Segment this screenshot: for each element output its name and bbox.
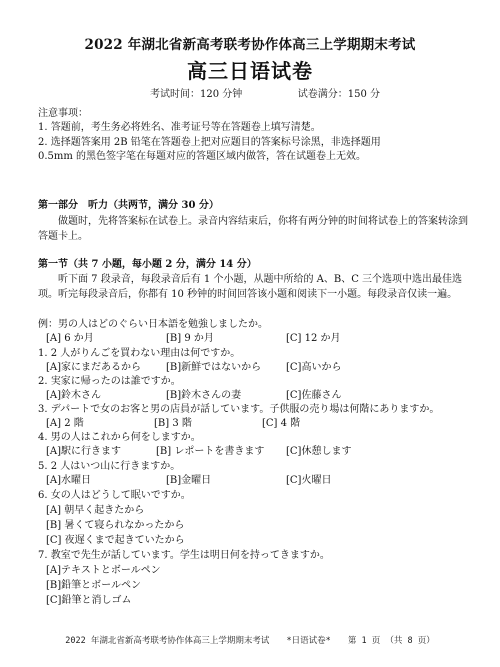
q3-option-c: [C] 4 階 — [262, 418, 301, 429]
question-5: 5. 2 人はいつ山に行きますか。 — [38, 461, 181, 472]
question-2: 2. 実家に帰ったのは誰ですか。 — [38, 376, 181, 387]
notice-item-2: 2. 选择题答案用 2B 铅笔在答题卷上把对应题目的答案标号涂黑，非选择题用 — [38, 137, 381, 148]
notice-item-1: 1. 答题前，考生务必将姓名、准考证号等在答题卷上填写清楚。 — [38, 122, 321, 133]
q3-option-a: [A] 2 階 — [46, 418, 84, 429]
question-4-options — [46, 445, 466, 459]
footer-exam: 2022 年湖北省新高考联考协作体高三上学期期末考试 — [65, 636, 270, 646]
q6-option-b: [B] 暑くて寝られなかったから — [46, 520, 185, 531]
q4-option-c: [C]休憩します — [286, 446, 352, 457]
example-option-b: [B] 9 か月 — [166, 333, 214, 344]
section1-instructions: 听下面 7 段录音，每段录音后有 1 个小题，从题中所给的 A、B、C 三个选项中选出最佳选项。听完每段录音后，你都有 10 秒钟的时间回答该小题和阅读下一小题。每段录音仅读一遍。 — [38, 274, 463, 300]
q1-option-b: [B]新鮮ではないから — [166, 362, 262, 373]
question-6: 6. 女の人はどうして眠いですか。 — [38, 490, 191, 501]
q7-option-b: [B]鉛筆とボールペン — [46, 580, 141, 591]
question-5-options — [46, 474, 466, 488]
question-3: 3. デパートで女のお客と男の店員が話しています。子供服の売り場は何階にありますか。 — [38, 404, 440, 415]
example-option-c: [C] 12 か月 — [286, 333, 341, 344]
question-3-options — [46, 417, 466, 431]
exam-title: 高三日语试卷 — [187, 59, 313, 83]
part1-title: 第一部分 听力（共两节，满分 30 分） — [38, 200, 219, 211]
question-7: 7. 教室で先生が話しています。学生は明日何を持ってきますか。 — [38, 550, 330, 561]
part1-instructions: 做题时，先将答案标在试卷上。录音内容结束后，你将有两分钟的时间将试卷上的答案转涂到答题卡上。 — [38, 216, 468, 242]
section1-title: 第一节（共 7 小题，每小题 2 分，满分 14 分） — [38, 259, 257, 270]
q5-option-a: [A]水曜日 — [46, 475, 92, 486]
q5-option-b: [B]金曜日 — [166, 475, 212, 486]
footer-page-number: 第 1 页 （共 8 页） — [347, 636, 435, 646]
notice-item-2-cont: 0.5mm 的黑色签字笔在每题对应的答题区域内做答，答在试题卷上无效。 — [38, 151, 367, 162]
footer-subject: *日语试卷* — [286, 636, 331, 646]
exam-time: 考试时间：120 分钟 — [150, 89, 243, 100]
q2-option-b: [B]鈴木さんの妻 — [166, 390, 242, 401]
q5-option-c: [C]火曜日 — [286, 475, 332, 486]
exam-header: 2022 年湖北省新高考联考协作体高三上学期期末考试 — [84, 37, 416, 53]
question-4: 4. 男の人はこれから何をしますか。 — [38, 432, 201, 443]
q7-option-a: [A]テキストとボールペン — [46, 565, 161, 576]
q1-option-a: [A]家にまだあるから — [46, 362, 142, 373]
q1-option-c: [C]高いから — [286, 362, 342, 373]
q6-option-c: [C] 夜遅くまで起きていたから — [46, 535, 185, 546]
q4-option-b: [B] レポートを書きます — [156, 446, 265, 457]
q4-option-a: [A]駅に行きます — [46, 446, 122, 457]
page-footer — [0, 634, 500, 646]
example-options — [46, 332, 466, 346]
q6-option-a: [A] 朝早く起きたから — [46, 505, 145, 516]
question-1: 1. 2 人がりんごを買わない理由は何ですか。 — [38, 348, 241, 359]
q2-option-a: [A]鈴木さん — [46, 390, 102, 401]
question-2-options — [46, 389, 466, 403]
q7-option-c: [C]鉛筆と消しゴム — [46, 595, 132, 606]
q2-option-c: [C]佐藤さん — [286, 390, 342, 401]
example-question: 例：男の人はどのぐらい日本語を勉強しましたか。 — [38, 319, 268, 330]
example-option-a: [A] 6 か月 — [46, 333, 94, 344]
exam-info — [150, 85, 380, 100]
exam-score: 试卷满分：150 分 — [297, 89, 380, 100]
notice-title: 注意事项： — [38, 108, 88, 119]
question-1-options — [46, 361, 466, 375]
q3-option-b: [B] 3 階 — [154, 418, 192, 429]
